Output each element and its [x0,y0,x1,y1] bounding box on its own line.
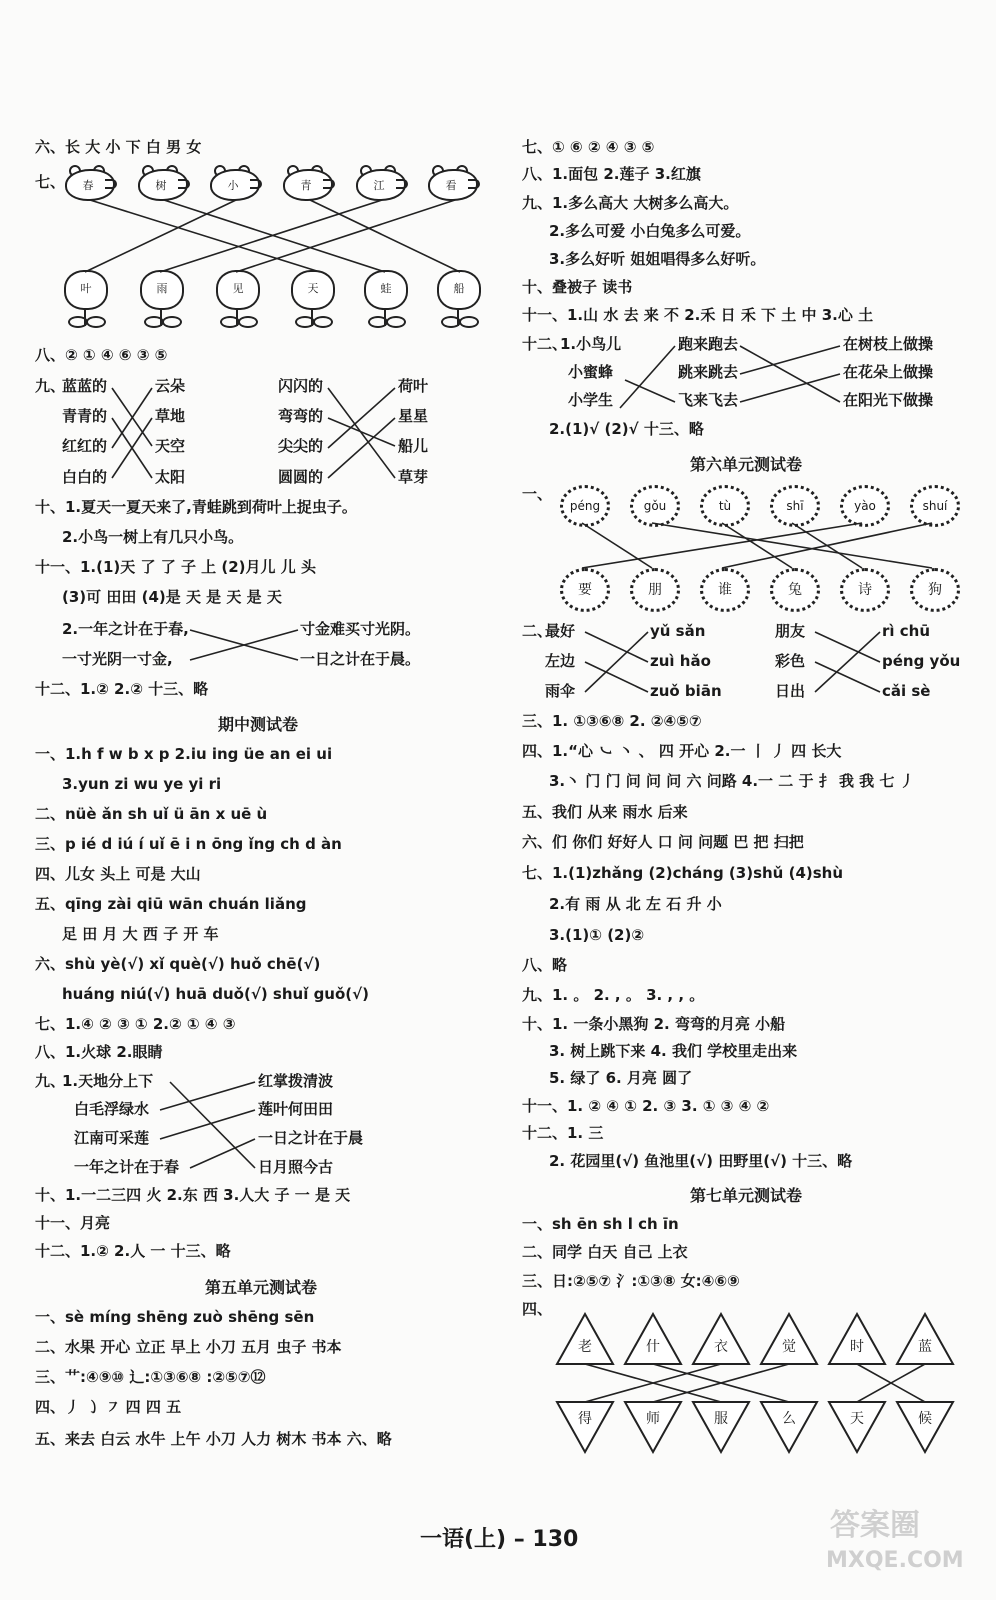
u6-q4-b: 3.丶 门 门 问 问 问 六 问路 4.一 二 于 扌 我 我 七 丿 [549,772,915,790]
u6-q11: 十一、1. ② ④ ① 2. ③ 3. ① ③ ④ ② [522,1097,770,1115]
pinyin-ring: tù [700,485,750,527]
match-item: 云朵 [155,377,186,395]
match-item: 2.一年之计在于春, [62,620,189,638]
match-item: 寸金难买寸光阴。 [300,620,421,638]
animal-card: 江 [356,165,408,201]
u6-q10: 十、1. 一条小黑狗 2. 弯弯的月亮 小船 [522,1015,786,1033]
match-item: 1.小鸟儿 [560,335,622,353]
match-line [160,1110,255,1139]
mid-q4: 四、儿女 头上 可是 大山 [35,865,201,883]
u6-q12-2: 2. 花园里(√) 鱼池里(√) 田野里(√) 十三、略 [549,1152,853,1170]
match-line [740,374,840,402]
match-item: 在花朵上做操 [843,363,934,381]
match-item: 白毛浮绿水 [74,1100,150,1118]
match-line [582,523,862,568]
match-line [815,632,880,692]
match-line [328,418,395,478]
section-title-unit5: 第五单元测试卷 [205,1278,318,1297]
page-number: 一语(上) – 130 [420,1527,579,1552]
match-item: 飞来飞去 [678,391,739,409]
mid-q7: 七、1.④ ② ③ ① 2.② ① ④ ③ [35,1015,236,1033]
match-item: 最好 [545,622,576,640]
match-item: 一年之计在于春 [74,1158,180,1176]
right-q12-2: 2.(1)√ (2)√ 十三、略 [549,420,704,438]
match-item: 闪闪的 [278,377,324,395]
match-item: 天空 [155,437,186,455]
match-line [164,200,385,272]
match-line [328,418,395,446]
match-item: 跳来跳去 [678,363,739,381]
u5-q2: 二、水果 开心 立正 早上 小刀 五月 虫子 书本 [35,1338,342,1356]
mid-q11: 十一、月亮 [35,1214,111,1232]
watermark-url: MXQE.COM [826,1548,964,1573]
right-q9-3: 3.多么好听 姐姐唱得多么好听。 [549,250,766,268]
match-line [85,200,236,272]
u6-q10-c: 5. 绿了 6. 月亮 圆了 [549,1069,693,1087]
match-item: 雨伞 [545,682,576,700]
flower-card: 见 [212,270,262,328]
animal-card: 树 [138,165,190,201]
match-item: 一寸光阴一寸金, [62,650,173,668]
match-item: 蓝蓝的 [62,377,108,395]
match-item: 在树枝上做操 [843,335,934,353]
animal-card: 青 [283,165,335,201]
section-title-unit6: 第六单元测试卷 [690,455,803,474]
u6-q9: 九、1. 。 2. , 。 3. , , 。 [522,986,705,1004]
match-line [585,632,648,662]
character-ring: 谁 [700,568,750,612]
mid-q8: 八、1.火球 2.眼睛 [35,1043,163,1061]
u6-q1-label: 一、 [522,485,553,503]
right-q11: 十一、1.山 水 去 来 不 2.禾 日 禾 下 土 中 3.心 土 [522,306,874,324]
mid-q12: 十二、1.② 2.人 一 十三、略 [35,1242,231,1260]
match-item: 船儿 [398,437,429,455]
animal-card: 春 [65,165,117,201]
match-line [582,523,652,568]
match-line [585,662,648,692]
u6-q7-2: 2.有 雨 从 北 左 石 升 小 [549,895,722,913]
mid-q10: 十、1.一二三四 火 2.东 西 3.人大 子 一 是 天 [35,1186,351,1204]
match-line [90,200,320,272]
right-q9: 九、1.多么高大 大树多么高大。 [522,194,739,212]
animal-card: 小 [210,165,262,201]
u7-q4-label: 四、 [522,1300,553,1318]
match-line [328,388,395,478]
character-ring: 狗 [910,568,960,612]
match-item: 在阳光下做操 [843,391,934,409]
triangle-card: 得 [555,1400,615,1454]
mid-q9-label: 九、 [35,1072,66,1090]
u5-q1: 一、sè míng shēng zuò shēng sēn [35,1308,315,1326]
section-title-midterm: 期中测试卷 [218,715,299,734]
animal-card: 看 [428,165,480,201]
left-q8: 八、② ① ④ ⑥ ③ ⑤ [35,346,168,364]
match-line [722,523,932,568]
triangle-card: 天 [827,1400,887,1454]
left-q12: 十二、1.② 2.② 十三、略 [35,680,209,698]
match-item: 圆圆的 [278,468,324,486]
left-q11: 十一、1.(1)天 了 了 子 上 (2)月儿 儿 头 [35,558,316,576]
u7-q1: 一、sh ēn sh l ch īn [522,1215,679,1233]
match-item: 彩色 [775,652,806,670]
match-item: 一日之计在于晨 [258,1129,364,1147]
mid-q2: 二、nüè ǎn sh uǐ ü ān x uē ù [35,805,268,823]
flower-card: 雨 [136,270,186,328]
flower-card: 蛙 [360,270,410,328]
u6-q7: 七、1.(1)zhǎng (2)cháng (3)shǔ (4)shù [522,864,844,882]
match-item: zuǒ biān [650,682,722,700]
triangle-card: 觉 [759,1312,819,1366]
u6-q4: 四、1.“心 ㇃ 丶 、 四 开心 2.一 丨 丿 四 长大 [522,742,842,760]
match-item: 荷叶 [398,377,429,395]
match-line [310,200,460,272]
match-line [585,632,648,692]
right-q7: 七、① ⑥ ② ④ ③ ⑤ [522,138,655,156]
match-item: cǎi sè [882,682,931,700]
triangle-card: 服 [691,1400,751,1454]
match-item: 朋友 [775,622,806,640]
left-q11-b: (3)可 田田 (4)是 天 是 天 是 天 [62,588,282,606]
match-line [328,388,395,448]
character-ring: 诗 [840,568,890,612]
left-q10: 十、1.夏天一夏天来了,青蛙跳到荷叶上捉虫子。 [35,498,357,516]
match-item: 跑来跑去 [678,335,739,353]
flower-card: 叶 [60,270,110,328]
match-item: 日出 [775,682,806,700]
triangle-card: 老 [555,1312,615,1366]
match-item: 莲叶何田田 [258,1100,334,1118]
section-title-unit7: 第七单元测试卷 [690,1186,803,1205]
match-item: 太阳 [155,468,186,486]
pinyin-ring: péng [560,485,610,527]
match-item: 红掌拨清波 [258,1072,334,1090]
triangle-card: 么 [759,1400,819,1454]
mid-q3: 三、p ié d iú í uǐ ē i n ōng ǐng ch d àn [35,835,342,853]
left-q9-label: 九、 [35,377,66,395]
match-item: 日月照今古 [258,1158,334,1176]
match-line [625,380,675,402]
match-item: péng yǒu [882,652,961,670]
right-q9-2: 2.多么可爱 小白兔多么可爱。 [549,222,751,240]
match-item: 一日之计在于晨。 [300,650,421,668]
mid-q1: 一、1.h f w b x p 2.iu ing üe an ei ui [35,745,333,763]
u6-q3: 三、1. ①③⑥⑧ 2. ②④⑤⑦ [522,712,702,730]
match-line [740,346,840,402]
u5-q3: 三、艹:④⑨⑩ 辶:①③⑥⑧ :②⑤⑦⑫ [35,1368,266,1386]
match-item: 左边 [545,652,576,670]
match-item: 草地 [155,407,186,425]
triangle-card: 什 [623,1312,683,1366]
match-line [652,523,932,568]
flower-card: 船 [433,270,483,328]
mid-q5: 五、qīng zài qiū wān chuán liǎng [35,895,307,913]
mid-q6: 六、shù yè(√) xǐ què(√) huǒ chē(√) [35,955,321,973]
right-q12-label: 十二、 [522,335,568,353]
mid-q1-3: 3.yun zi wu ye yi ri [62,775,222,793]
u5-q4: 四、丿 ㇁ ㇇ 四 四 五 [35,1398,182,1416]
left-q10-2: 2.小鸟一树上有几只小鸟。 [62,528,244,546]
triangle-card: 衣 [691,1312,751,1366]
left-q6: 六、长 大 小 下 白 男 女 [35,138,202,156]
u7-q3: 三、日:②⑤⑦ 氵:①③⑧ 女:④⑥⑨ [522,1272,740,1290]
triangle-card: 师 [623,1400,683,1454]
u6-q8: 八、略 [522,956,568,974]
u5-q5: 五、来去 白云 水牛 上午 小刀 人力 树木 书本 六、略 [35,1430,392,1448]
match-item: 江南可采莲 [74,1129,150,1147]
match-item: 白白的 [62,468,108,486]
u6-q10-b: 3. 树上跳下来 4. 我们 学校里走出来 [549,1042,798,1060]
character-ring: 要 [560,568,610,612]
character-ring: 朋 [630,568,680,612]
match-line [815,662,880,692]
u7-q2: 二、同学 白天 自己 上衣 [522,1243,688,1261]
match-line [740,346,840,374]
match-item: 草芽 [398,468,429,486]
u6-q12: 十二、1. 三 [522,1124,604,1142]
u6-q7-3: 3.(1)① (2)② [549,926,645,944]
u6-q5: 五、我们 从来 雨水 后来 [522,803,688,821]
u6-q6: 六、们 你们 好好人 口 问 问题 巴 把 扫把 [522,833,804,851]
mid-q5-b: 足 田 月 大 西 子 开 车 [62,925,219,943]
match-item: 1.天地分上下 [62,1072,154,1090]
match-item: 小学生 [568,391,614,409]
right-q8: 八、1.面包 2.莲子 3.红旗 [522,165,701,183]
match-item: 青青的 [62,407,108,425]
triangle-card: 时 [827,1312,887,1366]
match-item: 星星 [398,407,429,425]
match-item: 尖尖的 [278,437,324,455]
match-item: rì chū [882,622,931,640]
right-q10: 十、叠被子 读书 [522,278,633,296]
left-q7-label: 七、 [35,173,66,191]
match-item: zuì hǎo [650,652,711,670]
match-item: yǔ sǎn [650,622,706,640]
pinyin-ring: yào [840,485,890,527]
match-line [815,632,880,662]
watermark-logo: 答案圈 [830,1508,920,1543]
flower-card: 天 [287,270,337,328]
match-line [190,1139,255,1168]
match-item: 小蜜蜂 [568,363,614,381]
u6-q2-label: 二、 [522,622,553,640]
triangle-card: 候 [895,1400,955,1454]
pinyin-ring: gǒu [630,485,680,527]
mid-q6-b: huáng niú(√) huā duǒ(√) shuǐ guǒ(√) [62,985,370,1003]
pinyin-ring: shī [770,485,820,527]
character-ring: 兔 [770,568,820,612]
triangle-card: 蓝 [895,1312,955,1366]
pinyin-ring: shuí [910,485,960,527]
match-item: 红红的 [62,437,108,455]
match-item: 弯弯的 [278,407,324,425]
